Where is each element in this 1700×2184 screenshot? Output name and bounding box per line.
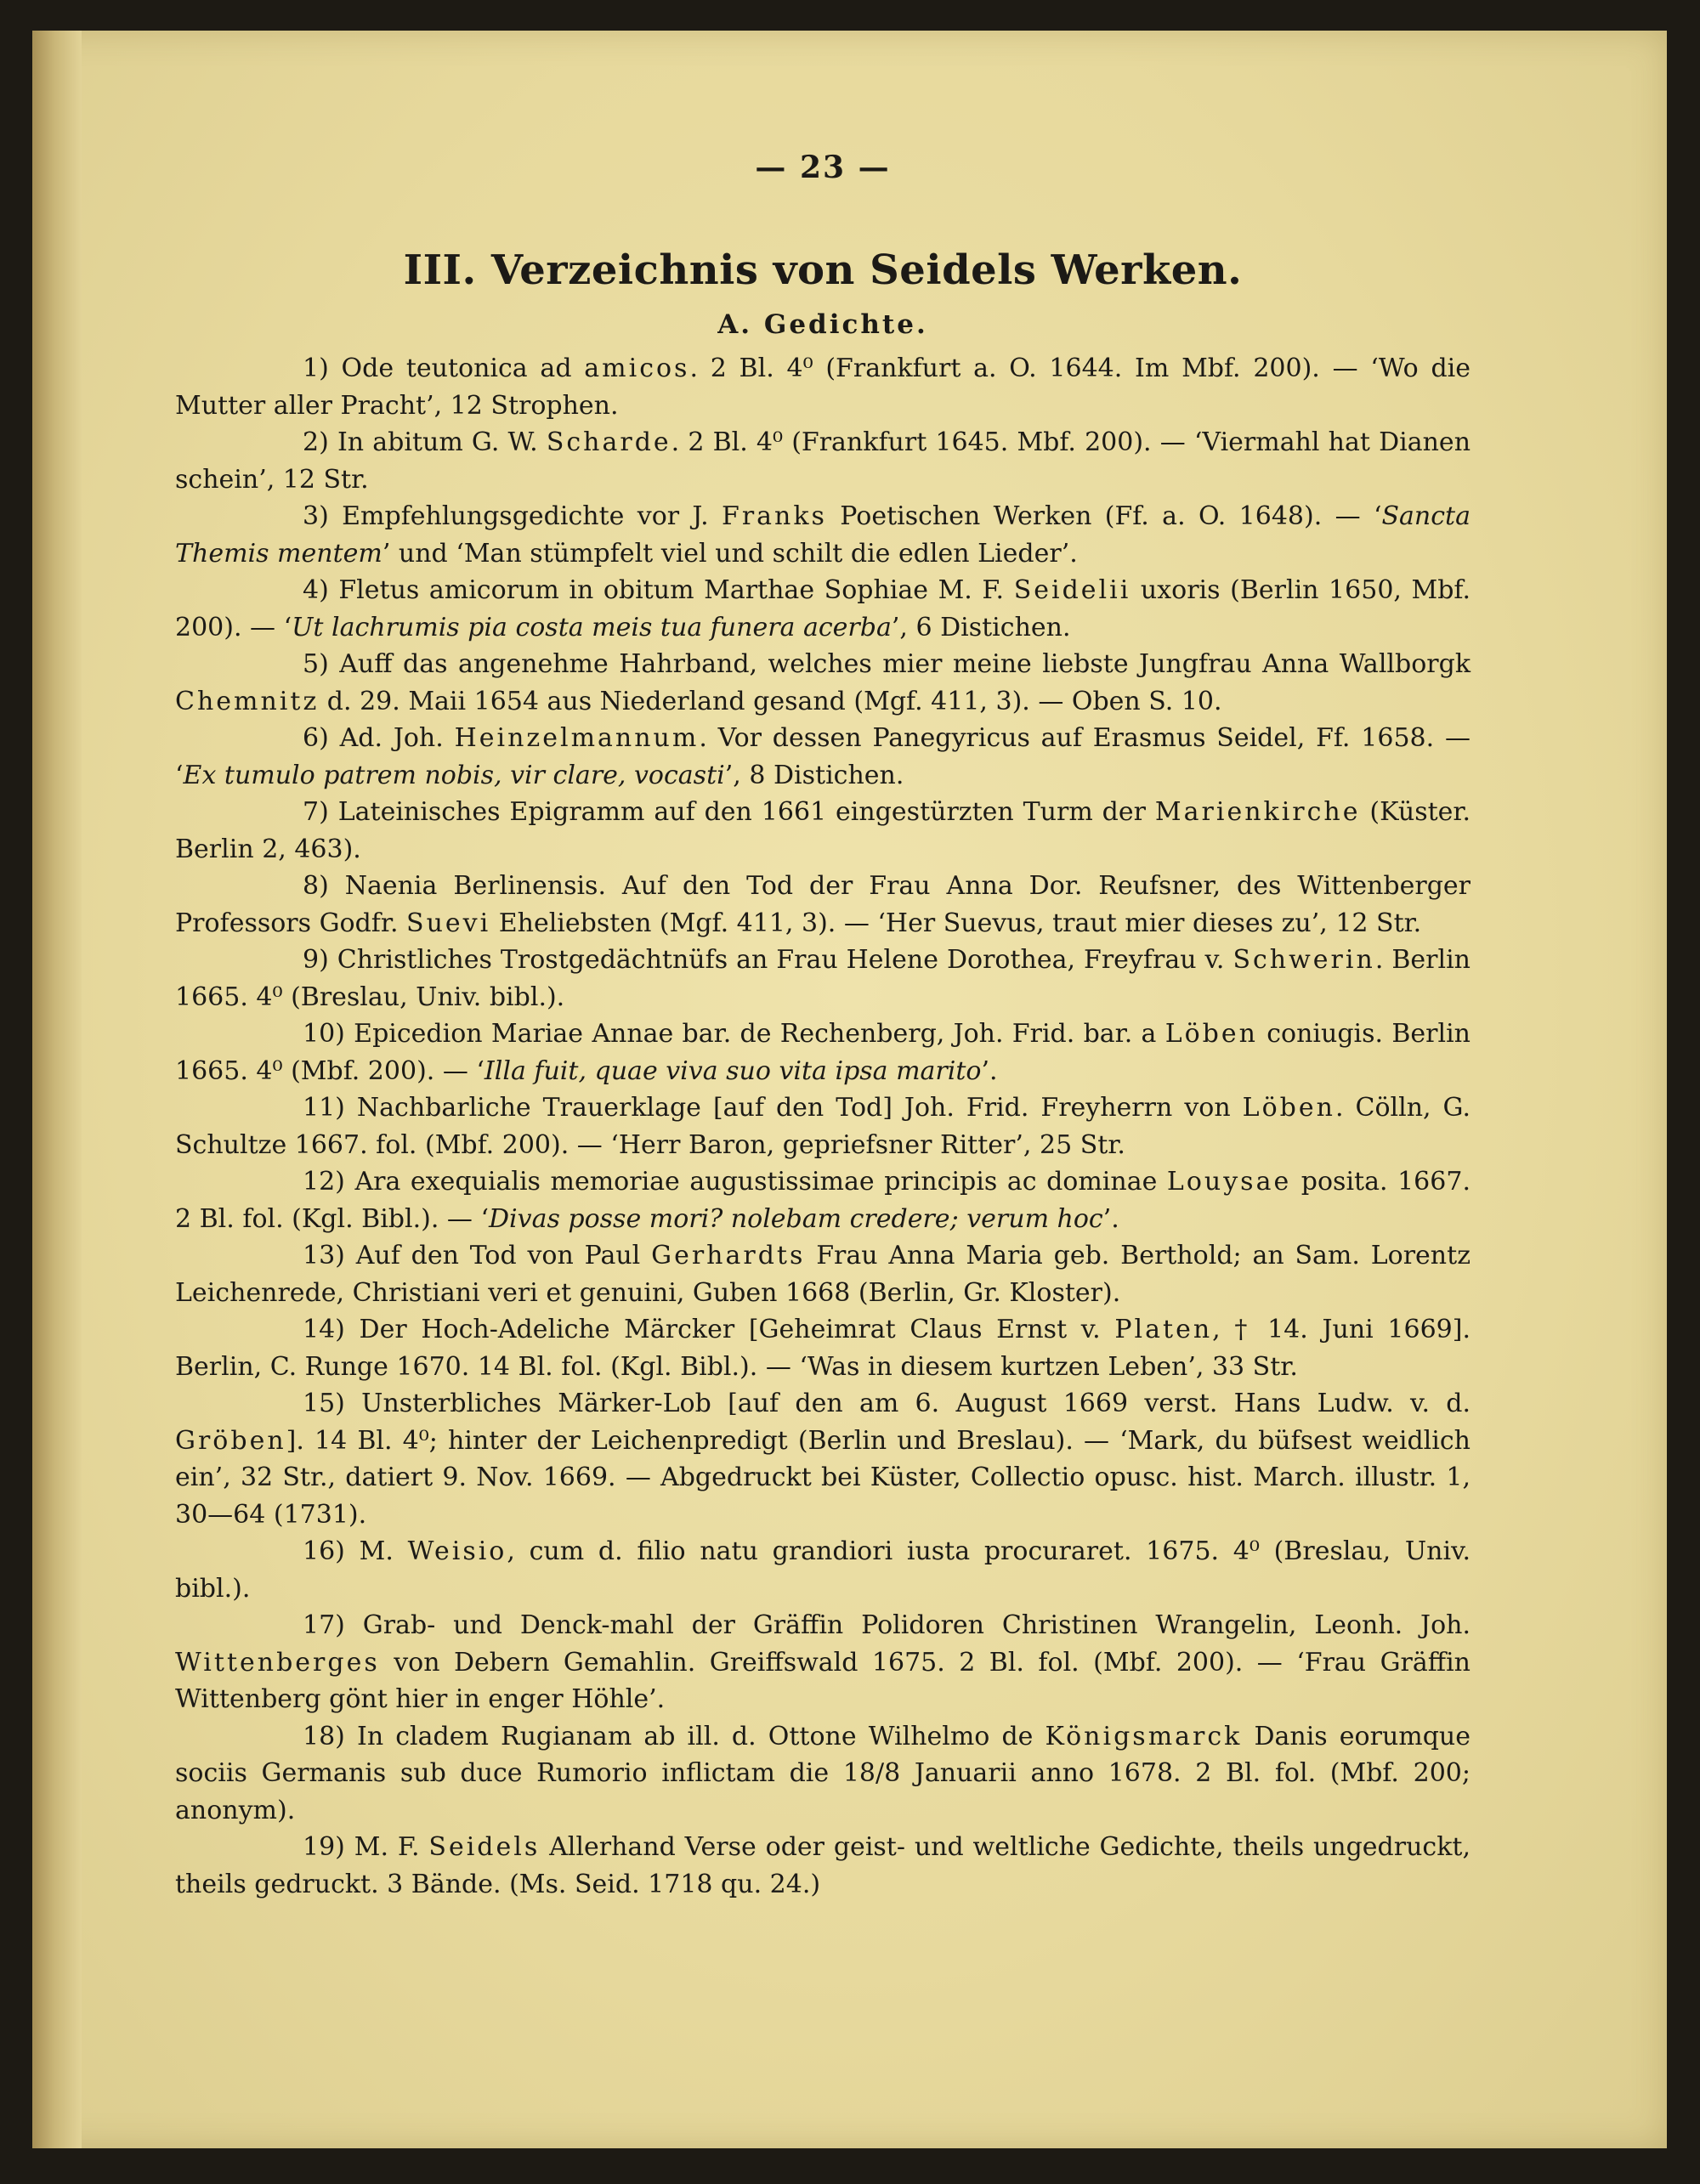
entry-text: Frau Anna Maria geb. Berthold; an Sam. Lorentz Leichenrede, Christiani veri et genuini, Guben 1668 (Berlin, Gr. Kloster). [175,1241,1470,1308]
entry-spaced-name: Scharde [546,427,672,457]
entry-spaced-name: Wittenberges [175,1647,380,1678]
entry-spaced-name: Gröben [175,1425,286,1456]
entry-number: 5) [303,649,329,679]
page-spine-shadow [32,31,82,2148]
entry-text: , cum d. filio natu grandiori iusta procuraret. 1675. 4⁰ (Breslau, Univ. bibl.). [175,1536,1471,1604]
entry-text: Eheliebsten (Mgf. 411, 3). — ‘Her Suevus, traut mier dieses zu’, 12 Str. [490,908,1422,938]
entry-text: Auf den Tod von Paul [344,1241,652,1270]
section-title: A. Gedichte. [717,309,928,340]
book-page [32,31,1667,2148]
entry-number: 8) [303,871,329,901]
entry-text: ]. 14 Bl. 4⁰; hinter der Leichenpredigt (Berlin und Breslau). — ‘Mark, du büfsest weidlich ein’, 32 Str., datiert 9. Nov. 1669. — Abgedruckt bei Küster, Collectio opusc. hist. March. illustr. 1, 30—64 (1731). [175,1425,1470,1530]
entry-text: . Cölln, G. Schultze 1667. fol. (Mbf. 200). — ‘Herr Baron, gepriefsner Ritter’, 25 Str. [175,1093,1470,1160]
chapter-title: III. Verzeichnis von Seidels Werken. [403,246,1243,294]
entry-13 [175,1237,1470,1311]
entry-text: M. [344,1536,408,1566]
entry-spaced-name: Löben [1242,1093,1335,1123]
entry-text: Der Hoch-Adeliche Märcker [Geheimrat Claus Ernst v. [344,1315,1115,1344]
entry-text: Nachbarliche Trauerklage [auf den Tod] Joh. Frid. Freyherrn von [344,1093,1243,1123]
entry-spaced-name: Seidels [428,1832,541,1862]
entry-10 [175,1016,1470,1089]
entry-text: Unsterbliches Märker-Lob [auf den am 6. August 1669 verst. Hans Ludw. v. d. [344,1389,1470,1418]
entry-number: 6) [303,723,329,753]
entry-text: . Berlin 1665. 4⁰ (Breslau, Univ. bibl.). [175,945,1470,1012]
entry-spaced-name: Heinzelmannum [454,723,700,753]
entry-incipit: Illa fuit, quae viva suo vita ipsa marito [484,1055,982,1086]
entry-11 [175,1089,1470,1163]
entry-14 [175,1311,1470,1385]
entry-text: ’, 6 Distichen. [891,612,1071,642]
entry-text: Naenia Berlinensis. Auf den Tod der Frau Anna Dor. Reufsner, des Wittenberger Professors Godfr. [175,871,1470,938]
entry-spaced-name: Königsmarck [1045,1721,1243,1751]
entry-16 [175,1533,1470,1607]
entry-spaced-name: Schwerin [1232,945,1375,975]
entry-text: Lateinisches Epigramm auf den 1661 eingestürzten Turm der [328,797,1155,827]
entry-text: uxoris (Berlin 1650, Mbf. 200). — ‘ [175,575,1471,642]
entry-5 [175,646,1470,720]
entry-spaced-name: Weisio [407,1536,507,1566]
entry-spaced-name: Löben [1164,1019,1258,1049]
entry-text: , † 14. Juni 1669]. Berlin, C. Runge 1670. 14 Bl. fol. (Kgl. Bibl.). — ‘Was in diesem kurtzen Leben’, 33 Str. [175,1315,1470,1382]
entry-spaced-name: Franks [722,501,827,531]
entry-number: 1) [303,354,329,383]
entry-number: 11) [303,1093,345,1123]
entry-text: Ode teutonica ad [328,354,585,383]
entry-text: d. 29. Maii 1654 aus Niederland gesand (Mgf. 411, 3). — Oben S. 10. [319,686,1222,716]
page-number: — 23 — [755,150,891,185]
entry-number: 15) [303,1389,345,1418]
entry-spaced-name: Marienkirche [1154,797,1361,827]
entry-15 [175,1385,1470,1533]
entry-number: 10) [303,1019,345,1049]
entry-spaced-name: amicos [584,354,690,383]
entry-number: 16) [303,1536,345,1566]
entry-spaced-name: Suevi [406,908,491,938]
entry-incipit: Ex tumulo patrem nobis, vir clare, vocasti [183,760,725,790]
entry-number: 2) [303,427,329,457]
entry-number: 12) [303,1167,345,1197]
entry-spaced-name: Platen [1114,1315,1213,1344]
entry-text: ’. [1102,1203,1119,1234]
entry-text: . 2 Bl. 4⁰ (Frankfurt 1645. Mbf. 200). — ‘Viermahl hat Dianen schein’, 12 Str. [175,427,1471,495]
entry-text: . 2 Bl. 4⁰ (Frankfurt a. O. 1644. Im Mbf. 200). — ‘Wo die Mutter aller Pracht’, 12 Strophen. [175,354,1470,421]
entry-spaced-name: Chemnitz [175,686,320,716]
entry-4 [175,572,1470,646]
entry-incipit: Divas posse mori? nolebam credere; verum hoc [488,1203,1103,1234]
entry-3 [175,498,1470,572]
entry-text: Ad. Joh. [328,723,455,753]
entry-7 [175,794,1470,868]
entry-incipit: Sancta Themis mentem [175,501,1470,569]
entry-text: Poetischen Werken (Ff. a. O. 1648). — ‘ [826,501,1382,531]
entry-incipit: Ut lachrumis pia costa meis tua funera acerba [292,612,892,642]
entry-text: M. F. [344,1832,429,1862]
page-content [175,150,1470,1903]
entry-18 [175,1718,1470,1830]
entry-number: 9) [303,945,329,975]
entry-19 [175,1829,1470,1903]
entry-number: 7) [303,797,329,827]
entry-text: Allerhand Verse oder geist- und weltliche Gedichte, theils ungedruckt, theils gedruckt. 3 Bände. (Ms. Seid. 1718 qu. 24.) [175,1832,1470,1899]
entry-text: Fletus amicorum in obitum Marthae Sophiae M. F. [328,575,1014,605]
entry-text: ’. [981,1055,998,1086]
entry-number: 17) [303,1610,345,1640]
entry-number: 14) [303,1315,345,1344]
entry-number: 18) [303,1721,345,1751]
entry-text: (Küster. Berlin 2, 463). [175,797,1470,864]
entry-text: Danis eorumque sociis Germanis sub duce Rumorio inflictam die 18/8 Januarii anno 1678. 2 Bl. fol. (Mbf. 200; anonym). [175,1721,1470,1825]
entry-spaced-name: Gerhardts [651,1241,806,1270]
entry-9 [175,942,1470,1016]
entry-number: 13) [303,1241,345,1270]
entry-text: In cladem Rugianam ab ill. d. Ottone Wilhelmo de [344,1721,1046,1751]
entry-text: Ara exequialis memoriae augustissimae principis ac dominae [344,1167,1167,1197]
entry-text: ’, 8 Distichen. [724,760,904,790]
entry-12 [175,1163,1470,1237]
entry-17 [175,1607,1470,1718]
entry-6 [175,720,1470,794]
entry-text: Auff das angenehme Hahrband, welches mier meine liebste Jungfrau Anna Wallborgk [328,649,1470,679]
entry-number: 4) [303,575,329,605]
entry-text: ’ und ‘Man stümpfelt viel und schilt die edlen Lieder’. [382,538,1078,569]
entry-8 [175,868,1470,942]
entry-text: posita. 1667. 2 Bl. fol. (Kgl. Bibl.). — ‘ [175,1167,1470,1234]
entry-spaced-name: Louysae [1166,1167,1292,1197]
entry-text: von Debern Gemahlin. Greiffswald 1675. 2 Bl. fol. (Mbf. 200). — ‘Frau Gräffin Wittenberg gönt hier in enger Höhle’. [175,1647,1470,1714]
entry-2 [175,424,1470,498]
entry-text: . Vor dessen Panegyricus auf Erasmus Seidel, Ff. 1658. — ‘ [175,723,1470,790]
entry-text: Empfehlungsgedichte vor J. [328,501,722,531]
entry-text: In abitum G. W. [328,427,547,457]
entry-1 [175,350,1470,424]
entry-text: Christliches Trostgedächtnüfs an Frau Helene Dorothea, Freyfrau v. [328,945,1233,975]
entry-spaced-name: Seidelii [1013,575,1131,605]
entry-number: 3) [303,501,329,531]
entry-text: Grab- und Denck-mahl der Gräffin Polidoren Christinen Wrangelin, Leonh. Joh. [344,1610,1470,1640]
entry-list [175,350,1470,1903]
entry-text: Epicedion Mariae Annae bar. de Rechenberg, Joh. Frid. bar. a [344,1019,1165,1049]
entry-number: 19) [303,1832,345,1862]
entry-text: coniugis. Berlin 1665. 4⁰ (Mbf. 200). — ‘ [175,1019,1470,1086]
